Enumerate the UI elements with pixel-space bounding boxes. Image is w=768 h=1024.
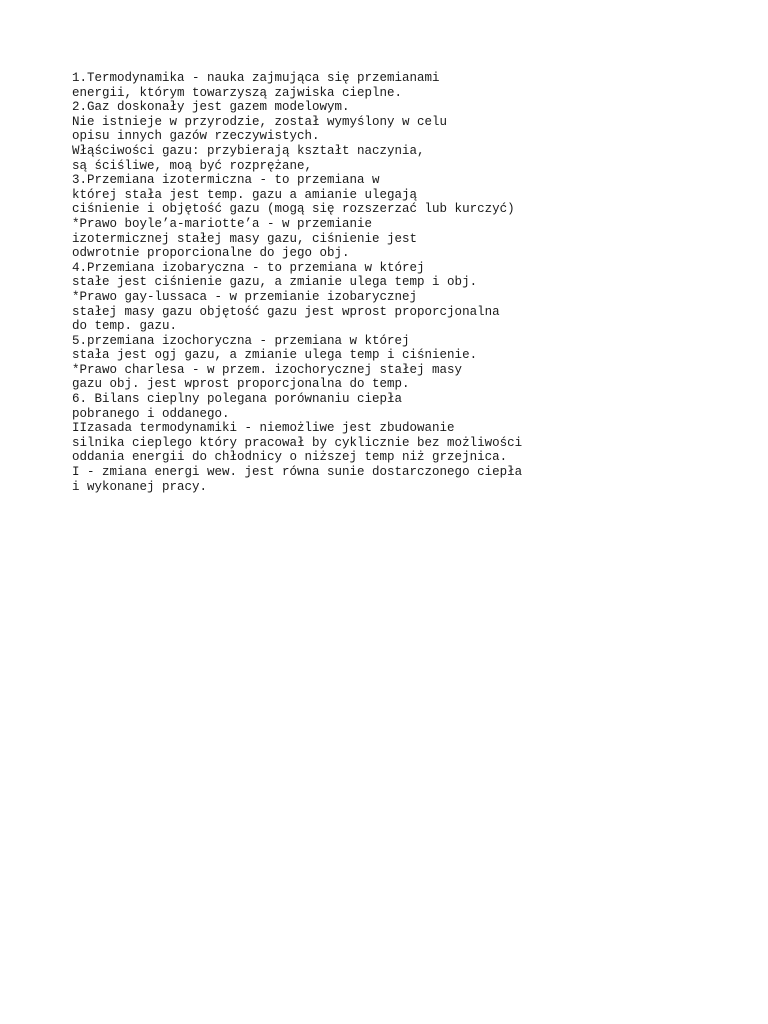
text-line: 6. Bilans cieplny polegana porównaniu ciepła	[72, 392, 403, 407]
text-line: *Prawo boyle’a-mariotte’a - w przemianie	[72, 216, 373, 231]
text-line: Włąściwości gazu: przybierają kształt naczynia,	[72, 143, 425, 158]
document-text	[72, 71, 752, 494]
text-line: 1.Termodynamika - nauka zajmująca się przemianami	[72, 71, 440, 85]
text-line: izotermicznej stałej masy gazu, ciśnienie jest	[72, 231, 418, 246]
text-line: 4.Przemiana izobaryczna - to przemiana w której	[72, 260, 425, 275]
text-line: pobranego i oddanego.	[72, 406, 230, 421]
text-line: IIzasada termodynamiki - niemożliwe jest zbudowanie	[72, 421, 455, 436]
text-line: energii, którym towarzyszą zajwiska cieplne.	[72, 85, 403, 100]
text-line: stałe jest ciśnienie gazu, a zmianie ulega temp i obj.	[72, 275, 478, 290]
text-line: oddania energii do chłodnicy o niższej temp niż grzejnica.	[72, 450, 508, 465]
text-line: odwrotnie proporcionalne do jego obj.	[72, 246, 350, 261]
text-line: stałej masy gazu objętość gazu jest wprost proporcjonalna	[72, 304, 500, 319]
text-line: *Prawo gay-lussaca - w przemianie izobarycznej	[72, 289, 418, 304]
text-line: I - zmiana energi wew. jest równa sunie dostarczonego ciepła	[72, 465, 523, 480]
text-line: stała jest ogj gazu, a zmianie ulega temp i ciśnienie.	[72, 348, 478, 363]
text-line: Nie istnieje w przyrodzie, został wymyślony w celu	[72, 114, 448, 129]
text-line: silnika cieplego który pracował by cyklicznie bez możliwości	[72, 435, 523, 450]
text-line: której stała jest temp. gazu a amianie ulegają	[72, 187, 418, 202]
text-line: 5.przemiana izochoryczna - przemiana w której	[72, 333, 410, 348]
text-line: są ściśliwe, moą być rozprężane,	[72, 158, 313, 173]
text-line: opisu innych gazów rzeczywistych.	[72, 129, 320, 144]
text-line: do temp. gazu.	[72, 319, 178, 334]
text-line: i wykonanej pracy.	[72, 479, 208, 494]
text-line: 3.Przemiana izotermiczna - to przemiana w	[72, 173, 380, 188]
text-line: gazu obj. jest wprost proporcjonalna do temp.	[72, 377, 410, 392]
text-line: *Prawo charlesa - w przem. izochorycznej stałej masy	[72, 362, 463, 377]
text-line: ciśnienie i objętość gazu (mogą się rozszerzać lub kurczyć)	[72, 202, 515, 217]
text-line: 2.Gaz doskonały jest gazem modelowym.	[72, 100, 350, 115]
